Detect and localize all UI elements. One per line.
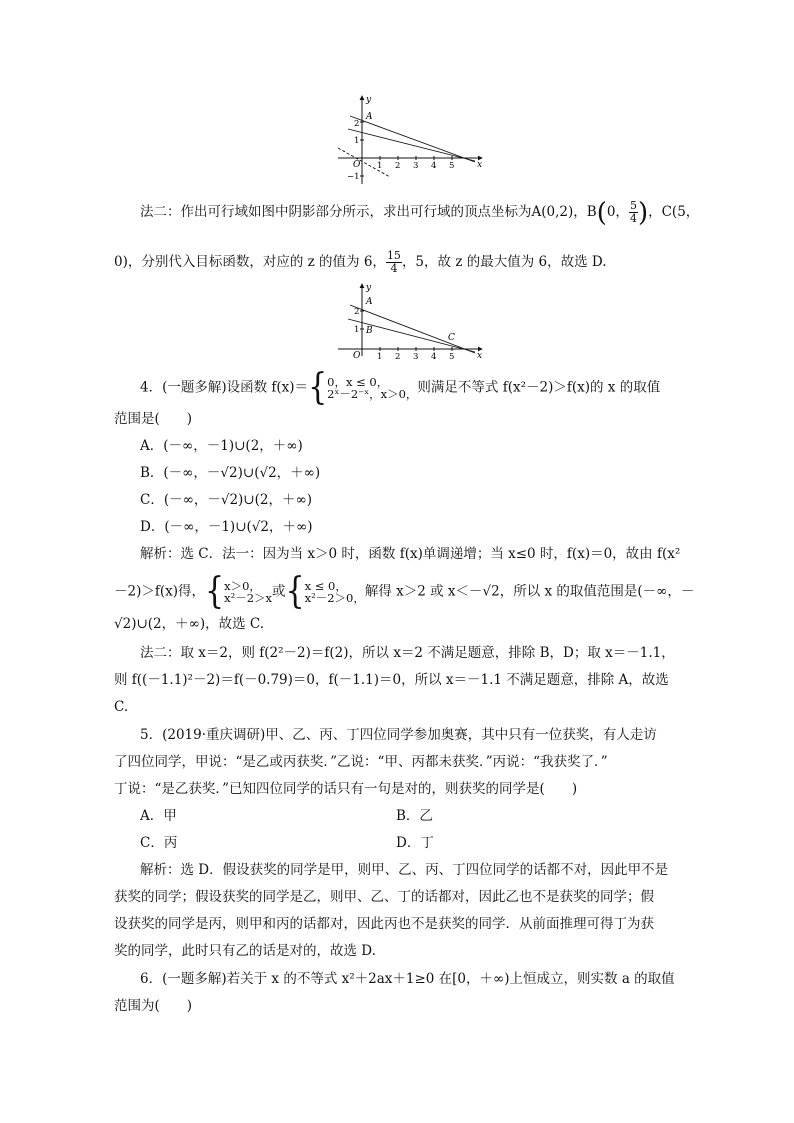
q4-option-c: C．(－∞，－√2)∪(2，＋∞) (140, 492, 312, 508)
x-axis-label: x (477, 351, 483, 360)
q5-line-3: 丁说：“是乙获奖．”已知四位同学的话只有一句是对的，则获奖的同学是( ) (114, 781, 578, 797)
q5-solution-line-1: 解析：选 D．假设获奖的同学是甲，则甲、乙、丙、丁四位同学的话都不对，因此甲不是 (140, 862, 669, 878)
y-tick-label: 2 (354, 307, 360, 317)
y-tick-label: −1 (347, 172, 360, 182)
x-tick-label: 2 (395, 352, 401, 360)
point-c-label: C (448, 333, 455, 343)
q5-option-b: B．乙 (396, 808, 433, 824)
q5-line-1: 5．(2019·重庆调研)甲、乙、丙、丁四位同学参加奥赛，其中只有一位获奖，有人走访 (140, 727, 657, 743)
q4-method2-line-3: C. (114, 699, 129, 715)
q5-option-c: C．丙 (140, 835, 178, 851)
fraction-b: $\frac{5}{4}$ (629, 199, 637, 225)
point-a-label: A (366, 112, 373, 122)
q4-option-a: A．(－∞，－1)∪(2，＋∞) (140, 438, 303, 454)
method2-line-1: 法二：作出可行域如图中阴影部分所示，求出可行域的顶点坐标为A(0,2)，B(0， $\frac{5}{4}$ )，C(5， (140, 197, 700, 228)
method2-line-2: 0)，分别代入目标函数，对应的 z 的值为 6， $\frac{15}{4}$ ，5，故 z 的最大值为 6，故选 D. (114, 249, 607, 275)
x-tick-label: 2 (395, 161, 401, 171)
x-tick-label: 1 (377, 161, 383, 171)
figure-2-graph (330, 280, 490, 360)
q5-option-d: D．丁 (396, 835, 434, 851)
q5-solution-line-3: 设获奖的同学是丙，则甲和丙的话都对，因此丙也不是获奖的同学．从前面推理可得丁为获 (114, 916, 654, 932)
q6-line-2: 范围为( ) (114, 998, 193, 1014)
q5-solution-line-4: 奖的同学，此时只有乙的话是对的，故选 D. (114, 943, 376, 959)
y-tick-label: 1 (354, 136, 360, 146)
x-tick-label: 5 (449, 352, 455, 360)
q4-solution-line-1: 解析：选 C．法一：因为当 x＞0 时，函数 f(x)单调递增；当 x≤0 时，f(x)＝0，故由 f(x² (140, 546, 681, 562)
q6-line-1: 6．(一题多解)若关于 x 的不等式 x²＋2ax＋1≥0 在[0，＋∞)上恒成立，则实数 a 的取值 (140, 971, 675, 987)
q4-method2-line-1: 法二：取 x＝2，则 f(2²－2)＝f(2)，所以 x＝2 不满足题意，排除 B，D；取 x＝－1.1， (140, 645, 675, 661)
q4-option-b: B．(－∞，－√2)∪(√2，＋∞) (140, 465, 321, 481)
origin-label: O (353, 160, 361, 170)
constraint-line-1 (350, 116, 475, 162)
q5-line-2: 了四位同学，甲说：“是乙或丙获奖．”乙说：“甲、丙都未获奖．”丙说：“我获奖了．” (114, 754, 608, 770)
x-tick-label: 1 (377, 352, 383, 360)
point-b-label: B (366, 326, 373, 336)
x-tick-label: 3 (413, 352, 419, 360)
y-axis-label: y (366, 283, 372, 293)
y-tick-label: 1 (354, 325, 360, 335)
fraction-z: $\frac{15}{4}$ (386, 249, 401, 275)
q5-solution-line-2: 获奖的同学；假设获奖的同学是乙，则甲、乙、丁的话都对，因此乙也不是获奖的同学；假 (114, 889, 654, 905)
q4-stem: 4．(一题多解)设函数 f(x)＝{ 0，x ≤ 0， 2ˣ－2⁻ˣ，x＞0， 则满足不等式 f(x²－2)＞f(x)的 x 的取值 (140, 366, 661, 409)
x-tick-label: 3 (413, 161, 419, 171)
x-axis-label: x (477, 160, 483, 170)
x-tick-label: 5 (449, 161, 455, 171)
q4-stem-line2: 范围是( ) (114, 411, 193, 427)
x-tick-label: 4 (431, 161, 437, 171)
q4-option-d: D．(－∞，－1)∪(√2，＋∞) (140, 519, 313, 535)
x-tick-label: 4 (431, 352, 437, 360)
q4-solution-line-3: √2)∪(2，＋∞)，故选 C. (114, 616, 265, 632)
figure-1-graph (330, 92, 490, 187)
point-a-label: A (366, 297, 373, 307)
y-axis-label: y (366, 95, 372, 105)
q4-method2-line-2: 则 f((－1.1)²－2)＝f(－0.79)＝0，f(－1.1)＝0，所以 x＝－1.1 不满足题意，排除 A，故选 (114, 672, 669, 688)
y-tick-label: 2 (354, 119, 360, 129)
constraint-line-2 (348, 129, 475, 161)
q5-option-a: A．甲 (140, 808, 177, 824)
q4-solution-line-2: －2)＞f(x)得，{ x＞0， x²－2＞x 或{ x ≤ 0， x²－2＞0， 解得 x＞2 或 x＜－√2，所以 x 的取值范围是(－∞，－ (114, 570, 695, 613)
origin-label: O (353, 351, 361, 360)
